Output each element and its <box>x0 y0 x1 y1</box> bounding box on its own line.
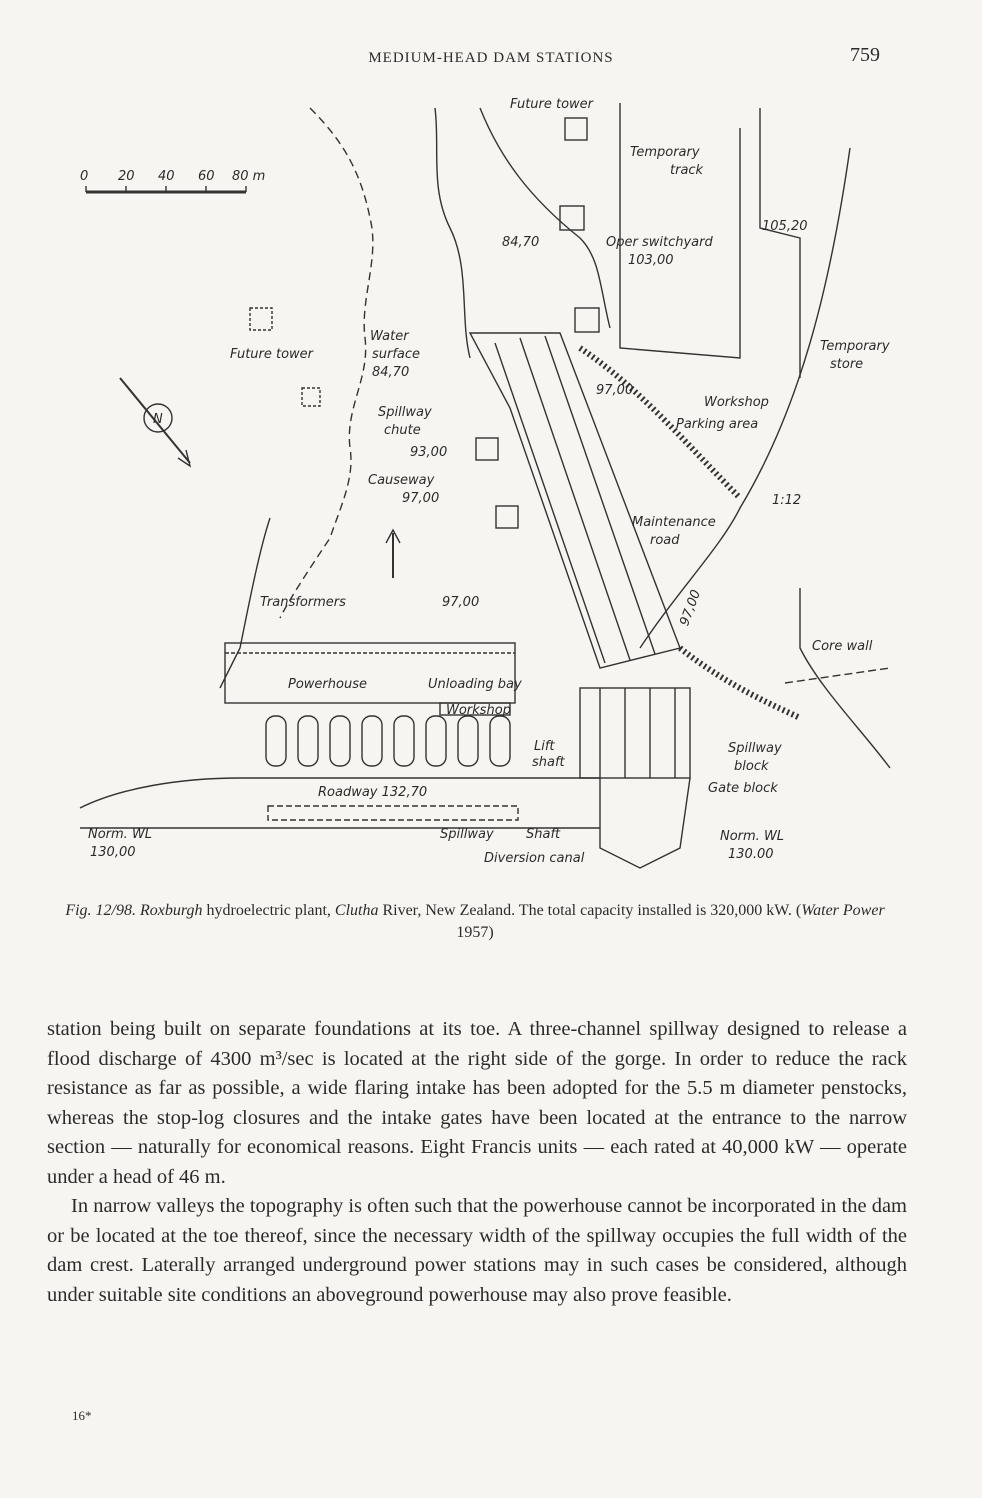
label-norm-wl: 130,00 <box>90 845 136 860</box>
label-norm-wl: Norm. WL <box>88 827 153 842</box>
label-elevation: 93,00 <box>410 445 448 460</box>
folio: 16* <box>72 1408 92 1423</box>
powerhouse-block <box>225 643 515 703</box>
label-norm-wl: 130.00 <box>728 847 774 862</box>
label-spillway-shaft: Shaft <box>526 827 561 842</box>
label-elevation: 97,00 <box>442 595 480 610</box>
caption-fig-no: Fig. 12/98. <box>65 902 136 919</box>
turbine-unit <box>330 716 350 766</box>
label-elevation: 105,20 <box>762 219 808 234</box>
label-lift-shaft: shaft <box>532 755 565 770</box>
label-spillway-chute: chute <box>384 423 421 438</box>
caption-year: 1957) <box>456 924 494 941</box>
label-oper-switchyard: Oper switchyard <box>606 235 713 250</box>
label-water-surface: Water <box>370 329 409 344</box>
caption-source: Water Power <box>801 902 885 919</box>
label-workshop: Workshop <box>704 395 769 410</box>
paragraph: station being built on separate foundations at its toe. A three-channel spillway designed to release a flood discharge of 4300 m³/sec is located at the right side of the gorge. In order to reduce the rack resistance as far as possible, a wide flaring intake has been adopted for the 5.5 m diameter penstocks, whereas the stop-log closures and the intake gates have been located at the entrance to the narrow section — naturally for economical reasons. Eight Francis units — each rated at 40,000 kW — operate under a head of 46 m. <box>47 1018 907 1188</box>
turbine-unit <box>458 716 478 766</box>
scale-tick: 0 <box>80 169 89 184</box>
label-workshop: Workshop <box>446 703 511 718</box>
label-norm-wl: Norm. WL <box>720 829 785 844</box>
label-elevation: 97,00 <box>402 491 440 506</box>
label-powerhouse: Powerhouse <box>288 677 367 692</box>
label-slope: 1:12 <box>772 493 802 508</box>
label-causeway: Causeway <box>368 473 435 488</box>
label-temporary-store: store <box>830 357 864 372</box>
label-roadway: Roadway 132,70 <box>318 785 428 800</box>
caption-river: Clutha <box>334 902 379 919</box>
label-core-wall: Core wall <box>812 639 873 654</box>
label-water-surface: 84,70 <box>372 365 410 380</box>
label-parking-area: Parking area <box>676 417 759 432</box>
turbine-unit <box>394 716 414 766</box>
running-head: MEDIUM-HEAD DAM STATIONS <box>368 50 614 66</box>
turbine-units <box>266 716 510 766</box>
label-lift-shaft: Lift <box>534 739 555 754</box>
label-elevation: 84,70 <box>502 235 540 250</box>
label-temporary-track: Temporary <box>630 145 700 160</box>
turbine-unit <box>490 716 510 766</box>
label-unloading-bay: Unloading bay <box>428 677 522 692</box>
scale-tick: 40 <box>158 169 175 184</box>
caption-text: hydroelectric plant, <box>202 902 335 919</box>
page-number: 759 <box>850 44 880 66</box>
label-elevation: 97,00 <box>596 383 634 398</box>
caption-name: Roxburgh <box>139 902 203 919</box>
caption-text: River, New Zealand. The total capacity installed is 320,000 kW. ( <box>378 902 802 919</box>
figure-caption <box>45 900 905 944</box>
north-label: N <box>153 412 163 427</box>
label-diversion-canal: Diversion canal <box>484 851 585 866</box>
label-spillway-block: Spillway <box>728 741 782 756</box>
label-spillway-block: block <box>734 759 769 774</box>
label-gate-block: Gate block <box>708 781 778 796</box>
body-text <box>47 1015 907 1310</box>
label-temporary-track: track <box>670 163 704 178</box>
label-future-tower: Future tower <box>230 347 314 362</box>
label-temporary-store: Temporary <box>820 339 890 354</box>
paragraph: In narrow valleys the topography is often such that the powerhouse cannot be incorporated in the dam or be located at the toe thereof, since the necessary width of the spillway occupies the full width of the dam crest. Laterally arranged underground power stations may in such cases be considered, although under suitable site conditions an aboveground powerhouse may also prove feasible. <box>47 1195 907 1306</box>
site-plan-figure <box>40 88 920 888</box>
label-maintenance-road: road <box>650 533 680 548</box>
label-elevation: 97,00 <box>677 587 705 629</box>
label-spillway-chute: Spillway <box>378 405 432 420</box>
label-maintenance-road: Maintenance <box>632 515 716 530</box>
label-spillway-shaft: Spillway <box>440 827 494 842</box>
scale-tick: 80 m <box>232 169 266 184</box>
turbine-unit <box>362 716 382 766</box>
scale-tick: 60 <box>198 169 215 184</box>
label-water-surface: surface <box>372 347 421 362</box>
turbine-unit <box>426 716 446 766</box>
label-future-tower: Future tower <box>510 97 594 112</box>
scale-bar <box>86 186 246 192</box>
scale-tick: 20 <box>118 169 135 184</box>
label-transformers: Transformers <box>260 595 346 610</box>
turbine-unit <box>266 716 286 766</box>
label-elevation: 103,00 <box>628 253 674 268</box>
turbine-unit <box>298 716 318 766</box>
